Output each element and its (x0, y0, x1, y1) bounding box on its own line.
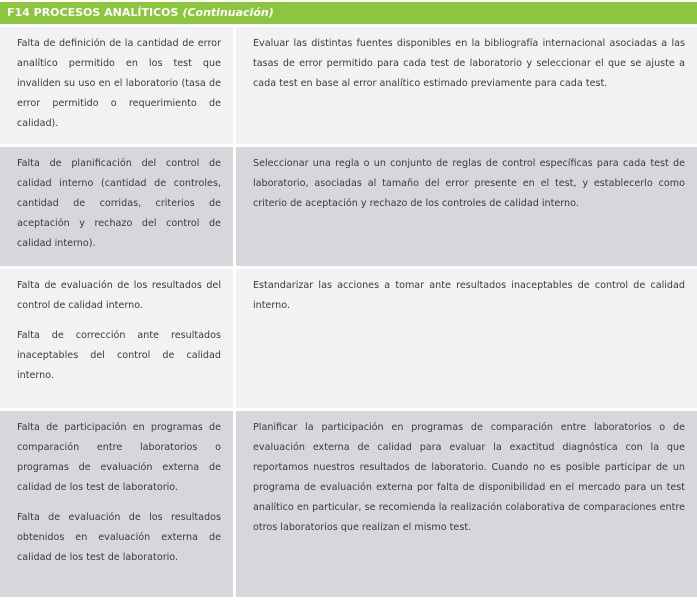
problem-text: Falta de participación en programas de comparación entre laboratorios o programas de evaluación externa de calidad de los test de laboratorio. (17, 422, 221, 493)
solution-text: Evaluar las distintas fuentes disponibles en la bibliografía internacional asociadas a las tasas de error permitido para cada test de laboratorio y seleccionar el que se ajuste a cada test en base al error analítico estimado previamente para cada test. (253, 38, 685, 89)
problem-text: Falta de evaluación de los resultados obtenidos en evaluación externa de calidad de los test de laboratorio. (17, 512, 221, 563)
problem-text: Falta de planificación del control de calidad interno (cantidad de controles, cantidad de corridas, criterios de aceptación y rechazo del control de calidad interno). (17, 158, 221, 249)
solution-cell (236, 27, 697, 144)
solution-text: Seleccionar una regla o un conjunto de reglas de control específicas para cada test de laboratorio, asociadas al tamaño del error presente en el test, y establecerlo como criterio de aceptación y rechazo de los controles de calidad interno. (253, 158, 685, 209)
section-header (0, 2, 697, 24)
problem-cell (0, 269, 233, 408)
problem-text: Falta de definición de la cantidad de error analítico permitido en los test que invaliden su uso en el laboratorio (tasa de error permitido o requerimiento de calidad). (17, 38, 221, 129)
problem-cell (0, 411, 233, 597)
problem-text: Falta de evaluación de los resultados del control de calidad interno. (17, 280, 221, 311)
section-title: F14 PROCESOS ANALÍTICOS (7, 6, 179, 19)
solution-cell (236, 269, 697, 408)
problem-cell (0, 27, 233, 144)
table-row (0, 269, 697, 408)
solution-text: Planificar la participación en programas de comparación entre laboratorios o de evaluación externa de calidad para evaluar la exactitud diagnóstica con la que reportamos nuestros resultados de laboratorio. Cuando no es posible participar de un programa de evaluación externa por falta de disponibilidad en el mercado para un test analítico en particular, se recomienda la realización colaborativa de comparaciones entre otros laboratorios que realizan el mismo test. (253, 422, 685, 533)
solution-text: Estandarizar las acciones a tomar ante resultados inaceptables de control de calidad interno. (253, 280, 685, 311)
problems-solutions-table (0, 27, 697, 600)
solution-cell (236, 411, 697, 597)
table-row (0, 27, 697, 144)
table-row (0, 147, 697, 266)
table-row (0, 411, 697, 597)
solution-cell (236, 147, 697, 266)
section-subtitle: (Continuación) (182, 6, 274, 19)
problem-text: Falta de corrección ante resultados inaceptables del control de calidad interno. (17, 330, 221, 381)
problem-cell (0, 147, 233, 266)
